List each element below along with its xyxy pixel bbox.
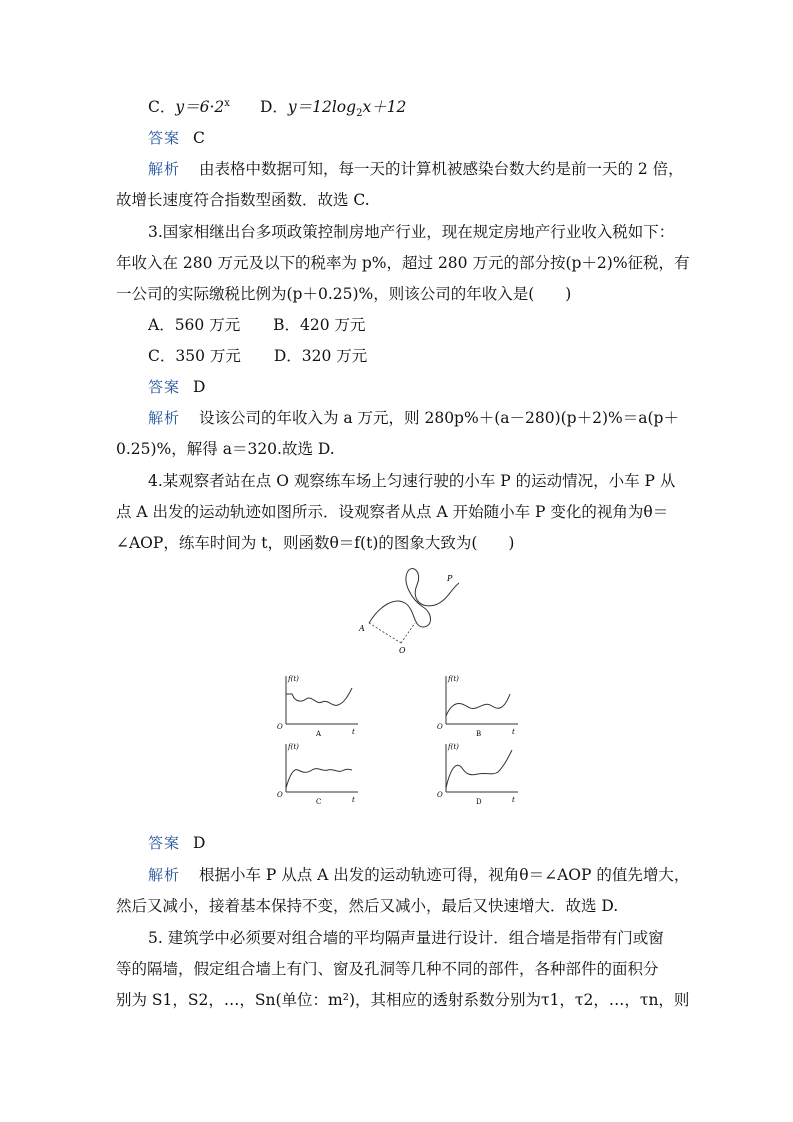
q2-option-d-expr: y＝12log [287,98,357,116]
q3-stem-2: 年收入在 280 万元及以下的税率为 p%，超过 280 万元的部分按(p＋2)%征税，有 [116,254,690,272]
graph-a-xlabel: t [352,728,355,736]
graph-option-a [272,672,364,740]
point-a-label: A [359,624,365,633]
q4-stem-1: 4.某观察者站在点 O 观察练车场上匀速行驶的小车 P 的运动情况，小车 P 从 [148,472,676,490]
point-o-label: O [399,646,406,655]
q2-analysis-2: 故增长速度符合指数型函数．故选 C. [116,191,370,209]
q3-options-ab [148,314,366,336]
analysis-text: 由表格中数据可知，每一天的计算机被感染台数大约是前一天的 2 倍， [198,160,684,178]
graph-option-d [432,740,524,808]
answer-label: 答案 [148,378,181,396]
q2-option-d-sub: 2 [356,108,363,120]
answer-label: 答案 [148,129,181,147]
q2-option-c-expr: y＝6·2 [175,98,225,116]
q3-option-a: A．560 万元 [148,316,241,334]
q3-options-cd [148,345,367,367]
graph-d-ylabel: f(t) [448,743,459,751]
q5-stem-2: 等的隔墙，假定组合墙上有门、窗及孔洞等几种不同的部件，各种部件的面积分 [116,960,659,978]
graph-a-ylabel: f(t) [288,675,299,683]
q2-answer [148,127,205,149]
q2-option-d-label: D． [259,98,288,116]
q3-option-d: D．320 万元 [273,347,368,365]
graph-b-caption: B [476,730,482,738]
trajectory-figure [355,565,475,657]
graph-d-origin: O [437,791,443,799]
trajectory-path [369,569,459,627]
answer-value: D [192,378,206,396]
graph-option-b [432,672,524,740]
q5-stem-3: 别为 S1，S2，…，Sn(单位：m²)，其相应的透射系数分别为τ1，τ2，…，τn，则 [116,991,690,1009]
graph-c-ylabel: f(t) [288,743,299,751]
graph-d-xlabel: t [512,796,515,804]
graph-c-caption: C [316,798,322,806]
graph-a-caption: A [316,730,322,738]
graph-a-origin: O [277,723,283,731]
q4-analysis-1 [148,864,689,886]
q2-option-d-expr-post: x＋12 [362,98,407,116]
q3-analysis-2: 0.25)%，解得 a＝320.故选 D. [116,440,335,458]
graph-b-ylabel: f(t) [448,675,459,683]
q2-option-c-label: C． [148,98,176,116]
graph-b-origin: O [437,723,443,731]
analysis-label: 解析 [148,409,181,427]
graph-b-xlabel: t [512,728,515,736]
graph-c-xlabel: t [352,796,355,804]
q3-answer [148,376,205,398]
q3-option-b: B．420 万元 [273,316,366,334]
q2-analysis-1 [148,158,684,180]
q4-stem-3: ∠AOP，练车时间为 t，则函数θ＝f(t)的图象大致为( ) [116,534,515,552]
q3-stem-3: 一公司的实际缴税比例为(p＋0.25)%，则该公司的年收入是( ) [116,285,572,303]
q2-option-c-sup: x [224,97,230,109]
q4-analysis-2: 然后又减小，接着基本保持不变，然后又减小，最后又快速增大．故选 D. [116,897,619,915]
q5-stem-1: 5. 建筑学中必须要对组合墙的平均隔声量进行设计．组合墙是指带有门或窗 [148,929,664,947]
q3-analysis-1 [148,407,679,429]
q3-stem-1: 3.国家相继出台多项政策控制房地产行业，现在规定房地产行业收入税如下： [148,223,675,241]
answer-value: C [192,129,205,147]
analysis-text: 设该公司的年收入为 a 万元，则 280p%＋(a－280)(p＋2)%＝a(p＋ [198,409,679,427]
answer-label: 答案 [148,834,181,852]
point-p-label: P [447,574,453,583]
analysis-label: 解析 [148,866,181,884]
q4-answer [148,832,205,854]
graph-option-c [272,740,364,808]
analysis-text: 根据小车 P 从点 A 出发的运动轨迹可得，视角θ＝∠AOP 的值先增大， [198,866,690,884]
analysis-label: 解析 [148,160,181,178]
answer-value: D [192,834,206,852]
q4-stem-2: 点 A 出发的运动轨迹如图所示．设观察者从点 A 开始随小车 P 变化的视角为θ＝ [116,503,669,521]
q2-options-line [148,96,406,118]
graph-c-origin: O [277,791,283,799]
graph-d-caption: D [476,798,482,806]
q3-option-c: C．350 万元 [148,347,241,365]
